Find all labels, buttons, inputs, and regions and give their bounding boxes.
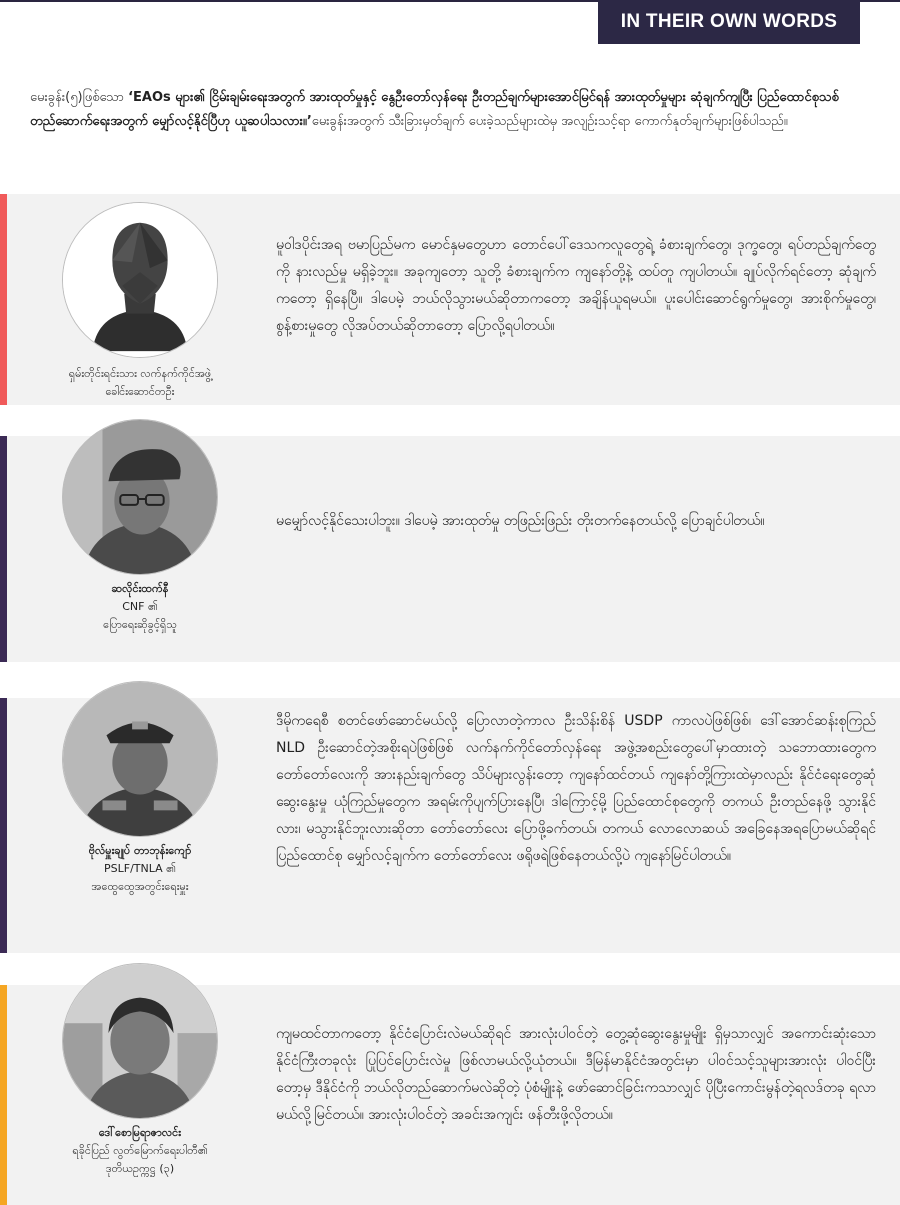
speaker-role-line: ဒုတိယဥက္ကဋ္ဌ (၃) (105, 1162, 175, 1175)
person-portrait-icon (62, 963, 218, 1119)
speaker-caption (20, 842, 260, 896)
intro-tail: မေးခွန်းအတွက် သီးခြားမှတ်ချက် ပေးခဲ့သည်များထဲမှ အလျဉ်းသင့်ရာ ကောက်နုတ်ချက်များဖြစ်ပါသည်။ (311, 114, 788, 129)
speaker-role-line: အထွေထွေအတွင်းရေးမှူး (91, 880, 189, 893)
speaker-role-line: CNF ၏ (122, 600, 158, 613)
speaker-role-line: ခေါင်းဆောင်တဦး (105, 385, 175, 398)
intro-question: ‘EAOs များ၏ ငြိမ်းချမ်းရေးအတွက် အားထုတ်မှုနှင့် နွေဦးတော်လှန်ရေး ဦးတည်ချက်များအောင်မြင်ရန် အားထုတ်မှုများ ဆုံချက်ကျပြီး ပြည်ထောင်စုသစ် တည်ဆောက်ရေးအတွက် မျှော်လင့်နိုင်ပြီဟု ယူဆပါသလား။’ (30, 90, 839, 129)
speaker-name: ဒေါ်စောမြရာဇာလင်း (98, 1126, 182, 1139)
quote-card-4 (0, 985, 900, 1205)
speaker-role-line: ရခိုင်ပြည် လွတ်မြောက်ရေးပါတီ၏ (72, 1144, 208, 1157)
speaker-caption (20, 580, 260, 634)
quote-card-3 (0, 698, 900, 953)
speaker-caption (20, 1124, 260, 1178)
speaker-quote: ကျမထင်တာကတော့ နိုင်ငံပြောင်းလဲမယ်ဆိုရင် အားလုံးပါဝင်တဲ့ တွေ့ဆုံဆွေးနွေးမှုမျိုး ရှိမှသာလျှင် အကောင်းဆုံးသော နိုင်ငံကြီးတခုလုံး ပြုပြင်ပြောင်းလဲမှု ဖြစ်လာမယ်လို့ယုံတယ်။ ဒီမြန်မာနိုင်ငံအတွင်းမှာ ပါဝင်သင့်သူများအားလုံး ပါဝင်ပြီးတော့မှ ဒီနိုင်ငံကို ဘယ်လိုတည်ဆောက်မလဲဆိုတဲ့ ပုံစံမျိုးနဲ့ ဖော်ဆောင်ခြင်းကသာလျှင် ပိုပြီးကောင်းမွန်တဲ့ရလဒ်တခု ရလာမယ်လို့မြင်တယ်။ အားလုံးပါဝင်တဲ့ အခင်းအကျင်း ဖန်တီးဖို့လိုတယ်။ (276, 1026, 876, 1123)
speaker-caption (20, 365, 260, 401)
quote-card-1 (0, 194, 900, 405)
speaker-name: ဆလိုင်းထက်နီ (111, 582, 169, 595)
card-accent-bar (0, 698, 7, 953)
speaker-role-line: ရှမ်းတိုင်းရင်းသား လက်နက်ကိုင်အဖွဲ့ (68, 367, 212, 380)
intro-paragraph (30, 86, 875, 134)
speaker-quote: ဒီမိုကရေစီ စတင်ဖော်ဆောင်မယ်လို့ ပြောလာတဲ့ကာလ ဦးသိန်းစိန် USDP ကာလပဲဖြစ်ဖြစ်၊ ဒေါ်အောင်ဆန်းစုကြည် NLD ဦးဆောင်တဲ့အစိုးရပဲဖြစ်ဖြစ် လက်နက်ကိုင်တော်လှန်ရေး အဖွဲ့အစည်းတွေပေါ်မှာထားတဲ့ သဘောထားတွေက တော်တော်လေးကို အားနည်းချက်တွေ သိပ်များလွန်းတော့ ကျနော်ထင်တယ် ကျနော်တို့ကြားထဲမှာလည်း နိုင်ငံရေးတွေဆုံဆွေးနွေးမှု ယုံကြည်မှုတွေက အရမ်းကိုပျက်ပြားနေပြီ၊ ဒါကြောင့်မို့ ပြည်ထောင်စုတွေကို တကယ် ဦးတည်နေဖို့ သွားနိုင်လား၊ မသွားနိုင်ဘူးလားဆိုတာ တော်တော်လေး ပြောဖို့ခက်တယ်၊ တကယ် လောလောဆယ် အခြေနေအရပြောမယ်ဆိုရင် ပြည်ထောင်စု မျှော်လင့်ချက်က တော်တော်လေး ဖရိုဖရဲဖြစ်နေတယ်လို့ပဲ ကျနော်မြင်ပါတယ်။ (276, 713, 876, 864)
intro-lead: မေးခွန်း(၅)ဖြစ်သော (30, 90, 129, 105)
card-accent-bar (0, 985, 7, 1205)
card-accent-bar (0, 436, 7, 662)
person-portrait-icon (62, 681, 218, 837)
speaker-role-line: ပြောရေးဆိုခွင့်ရှိသူ (103, 618, 177, 631)
person-portrait-icon (62, 419, 218, 575)
section-badge: IN THEIR OWN WORDS (598, 0, 860, 44)
quote-card-2 (0, 436, 900, 662)
speaker-quote: မူဝါဒပိုင်းအရ ဗမာပြည်မက မောင်နှမတွေဟာ တောင်ပေါ်ဒေသကလူတွေရဲ့ ခံစားချက်တွေ၊ ဒုက္ခတွေ၊ ရပ်တည်ချက်တွေကို နားလည်မှု မရှိခဲ့ဘူး။ အခုကျတော့ သူတို့ ခံစားချက်က ကျနော်တို့နဲ့ ထပ်တူ ကျပါတယ်။ ချုပ်လိုက်ရင်တော့ ဆုံချက်ကတော့ ရှိနေပြီ။ ဒါပေမဲ့ ဘယ်လိုသွားမယ်ဆိုတာကတော့ အချိန်ယူရမယ်။ ပူးပေါင်းဆောင်ရွက်မှုတွေ၊ အားစိုက်မှုတွေ၊ စွန့်စားမှုတွေ လိုအပ်တယ်ဆိုတာတော့ ပြောလို့ရပါတယ်။ (276, 237, 876, 334)
anonymous-person-icon (62, 202, 218, 358)
speaker-name: ဗိုလ်မှူးချုပ် တာဘုန်းကျော် (88, 844, 192, 857)
speaker-quote: မမျှော်လင့်နိုင်သေးပါဘူး။ ဒါပေမဲ့ အားထုတ်မှု တဖြည်းဖြည်း တိုးတက်နေတယ်လို့ ပြောချင်ပါတယ်။ (276, 513, 765, 529)
speaker-role-line: PSLF/TNLA ၏ (104, 862, 176, 875)
card-accent-bar (0, 194, 7, 405)
